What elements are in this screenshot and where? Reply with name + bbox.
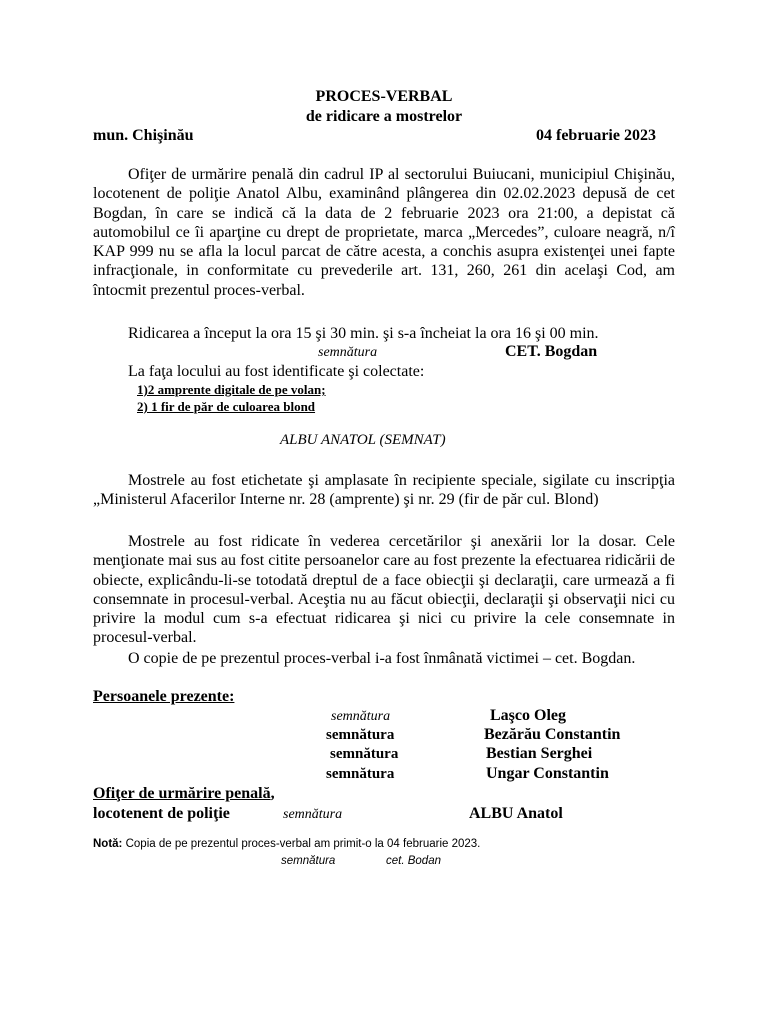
note-signature-label: semnătura xyxy=(281,855,336,867)
collected-item: 2) 1 fir de păr de culoarea blond xyxy=(137,399,316,414)
date: 04 februarie 2023 xyxy=(536,127,656,144)
collected-intro: La faţa locului au fost identificate şi colectate: xyxy=(128,363,425,380)
document-title: PROCES-VERBAL xyxy=(315,88,453,105)
officer-signature-label: semnătura xyxy=(283,807,343,822)
present-name: Laşco Oleg xyxy=(490,707,566,724)
officer-title-text: Ofiţer de urmărire penală xyxy=(93,785,271,802)
place: mun. Chişinău xyxy=(93,127,194,144)
note-text: Copia de pe prezentul proces-verbal am primit-o la 04 februarie 2023. xyxy=(125,838,481,850)
paragraph-samples: Mostrele au fost etichetate şi amplasate în recipiente speciale, sigilate cu inscripţia „Ministerul Afacerilor Interne nr. 28 (amprente) şi nr. 29 (fir de păr cul. Blond) xyxy=(93,472,675,509)
note-signature-name: cet. Bodan xyxy=(386,855,441,867)
paragraph-time: Ridicarea a început la ora 15 şi 30 min. şi s-a încheiat la ora 16 şi 00 min. xyxy=(128,325,599,342)
document-subtitle: de ridicare a mostrelor xyxy=(305,108,463,125)
present-name: Bezărău Constantin xyxy=(484,726,621,743)
present-name: Bestian Serghei xyxy=(486,745,593,762)
paragraph-intro: Ofiţer de urmărire penală din cadrul IP al sectorului Buiucani, municipiul Chişinău, locotenent de poliţie Anatol Albu, examinând plângerea din 02.02.2023 depusă de cet Bogdan, în care se indică că la data de 2 februarie 2023 ora 21:00, a depistat că automobilul ce îi aparţine cu drept de proprietate, marca „Mercedes”, culoare neagră, n/î KAP 999 nu se afla la locul parcat de către acesta, a conchis asupra existenţei unei fapte infracţionale, in conformitate cu prevederile art. 131, 260, 261 din acelaşi Cod, am întocmit prezentul proces-verbal. xyxy=(93,166,675,299)
present-name: Ungar Constantin xyxy=(486,765,609,782)
officer-rank: locotenent de poliţie xyxy=(93,805,230,822)
present-signature-label: semnătura xyxy=(326,766,395,782)
officer-name: ALBU Anatol xyxy=(469,805,563,822)
present-signature-label: semnătura xyxy=(330,746,399,762)
officer-title xyxy=(93,785,275,803)
signature-label: semnătura xyxy=(318,345,378,360)
present-signature-label: semnătura xyxy=(326,727,395,743)
note-label: Notă: xyxy=(93,838,123,850)
officer-title-comma: , xyxy=(270,785,275,802)
present-heading: Persoanele prezente: xyxy=(93,688,235,705)
note xyxy=(93,838,480,850)
present-signature-label: semnătura xyxy=(331,709,391,724)
signature-name: CET. Bogdan xyxy=(505,343,598,360)
paragraph-copy: O copie de pe prezentul proces-verbal i-a fost înmânată victimei – cet. Bogdan. xyxy=(128,650,636,667)
collected-item: 1)2 amprente digitale de pe volan; xyxy=(137,382,326,397)
paragraph-procedure: Mostrele au fost ridicate în vederea cercetărilor şi anexării lor la dosar. Cele menţionate mai sus au fost citite persoanelor care au fost prezente la efectuarea ridicării de obiecte, explicându-li-se totodată dreptul de a face obiecţii şi declaraţii, care urmează a fi consemnate in procesul-verbal. Aceştia nu au făcut obiecţii, declaraţii şi observaţii nici cu privire la modul cum s-a efectuat ridicarea şi nici cu privire la cele consemnate in procesul-verbal. xyxy=(93,533,675,647)
signed-by: ALBU ANATOL (SEMNAT) xyxy=(280,432,446,448)
